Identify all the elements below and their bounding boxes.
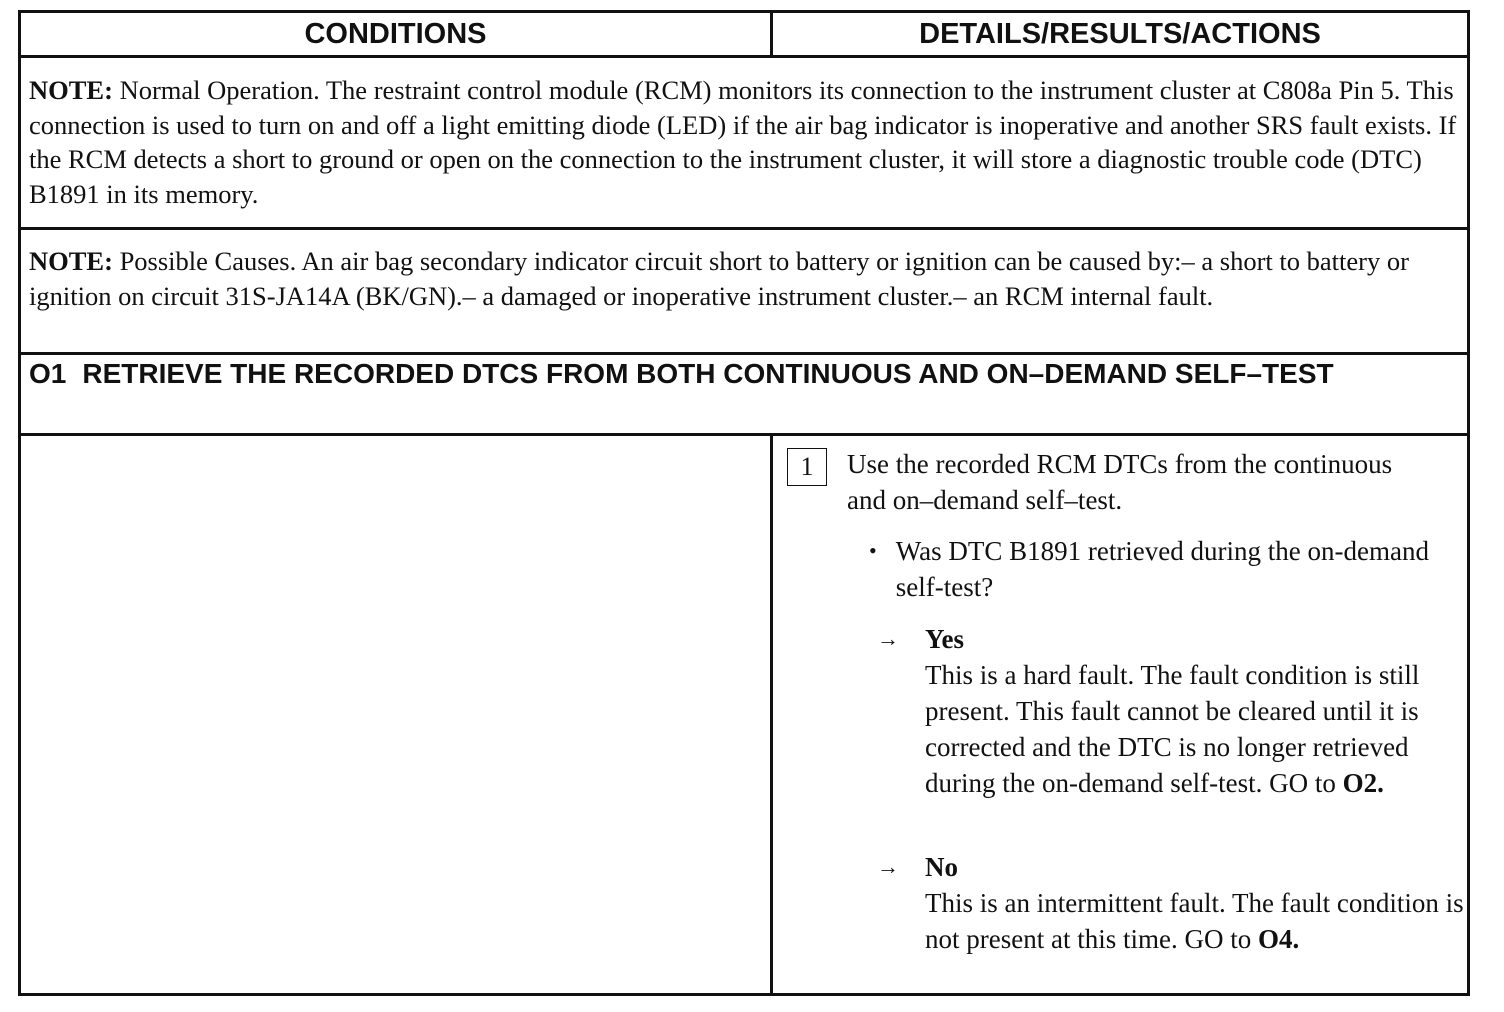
step-body bbox=[21, 436, 1467, 996]
bullet-icon: • bbox=[869, 538, 877, 563]
goto-link: O4. bbox=[1257, 924, 1300, 954]
right-arrow-icon: → bbox=[877, 854, 899, 879]
note-possible-causes bbox=[21, 230, 1467, 355]
answer-no bbox=[877, 849, 1465, 957]
note-text: Possible Causes. An air bag secondary indicator circuit short to battery or ignition can be caused by:– a short to battery or ignition on circuit 31S-JA14A (BK/GN).– a damaged or inoperative instrument cluster.– an RCM internal fault. bbox=[29, 246, 1409, 311]
answer-text: This is an intermittent fault. The fault condition is not present at this time. GO to bbox=[925, 888, 1464, 954]
action-instruction: Use the recorded RCM DTCs from the continuous and on–demand self–test. bbox=[847, 449, 1393, 515]
step-heading bbox=[21, 355, 1467, 436]
question-text: Was DTC B1891 retrieved during the on-demand self-test? bbox=[895, 536, 1429, 602]
note-normal-operation bbox=[21, 58, 1467, 230]
answer-yes bbox=[877, 621, 1465, 801]
table-header bbox=[21, 13, 1467, 58]
right-arrow-icon: → bbox=[877, 626, 899, 651]
step-number: O1 bbox=[29, 358, 67, 389]
details-cell bbox=[773, 436, 1467, 996]
note-label: NOTE: bbox=[29, 246, 113, 276]
note-label: NOTE: bbox=[29, 75, 113, 105]
answer-text: This is a hard fault. The fault condition is still present. This fault cannot be cleared until it is corrected and the DTC is no longer retrieved during the on-demand self-test. GO to bbox=[925, 660, 1420, 798]
details-header: DETAILS/RESULTS/ACTIONS bbox=[919, 17, 1321, 50]
note-text: Normal Operation. The restraint control module (RCM) monitors its connection to the instrument cluster at C808a Pin 5. This connection is used to turn on and off a light emitting diode (LED) if the air bag indicator is inoperative and another SRS fault exists. If the RCM detects a short to ground or open on the connection to the instrument cluster, it will store a diagnostic trouble code (DTC) B1891 in its memory. bbox=[29, 75, 1457, 209]
answer-title: No bbox=[925, 852, 958, 882]
diagnostic-table bbox=[18, 10, 1470, 996]
goto-link: O2. bbox=[1342, 768, 1384, 798]
answer-title: Yes bbox=[925, 624, 964, 654]
conditions-cell bbox=[21, 436, 773, 996]
conditions-header: CONDITIONS bbox=[21, 13, 773, 55]
question-item bbox=[869, 533, 1429, 605]
step-title: RETRIEVE THE RECORDED DTCS FROM BOTH CONTINUOUS AND ON–DEMAND SELF–TEST bbox=[82, 358, 1334, 389]
action-number-box: 1 bbox=[787, 448, 827, 486]
